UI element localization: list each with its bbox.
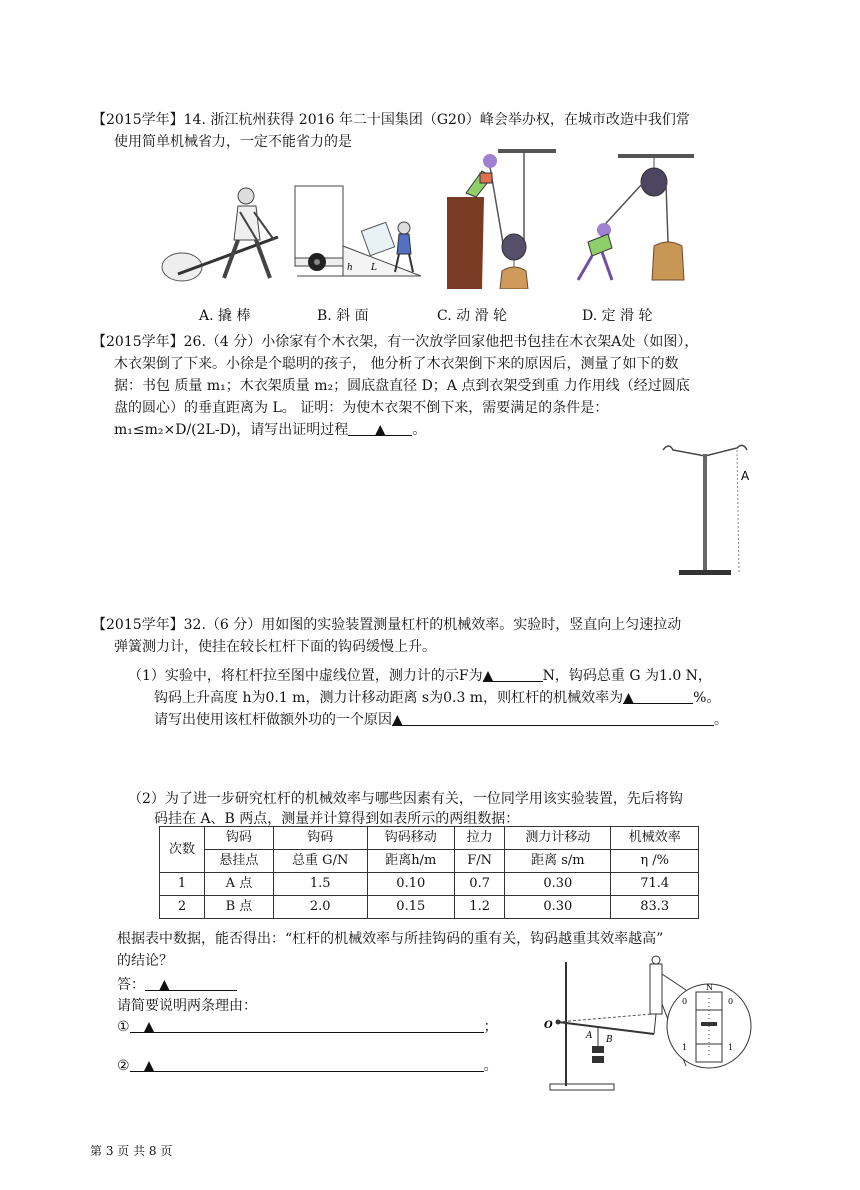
table-cell: 1.2 <box>455 896 505 919</box>
q32-reason-2: ② ▲ 。 <box>117 1055 498 1077</box>
q32-conclusion-line1: 根据表中数据，能否得出：“杠杆的机械效率与所挂钩码的重有关，钩码越重其效率越高” <box>117 931 664 947</box>
table-cell: 2.0 <box>273 896 367 919</box>
q32-efficiency-blank[interactable]: ▲ <box>623 687 693 704</box>
incline-h-label: h <box>347 263 353 273</box>
lever-point-a-label: A <box>586 1031 593 1041</box>
q14-option-c: C. 动 滑 轮 <box>437 308 508 324</box>
table-cell: 1 <box>160 873 205 896</box>
q32-line1: 【2015学年】32.（6 分）用如图的实验装置测量杠杆的机械效率。实验时，竖直向上匀速拉动 <box>92 617 682 633</box>
q32-answer-line: 答： ▲ <box>117 974 237 996</box>
fixed-pulley-figure <box>568 152 700 284</box>
q32-force-blank[interactable]: ▲ <box>483 665 543 682</box>
q32-p1-line1: （1）实验中，将杠杆拉至图中虚线位置，测力计的示F为▲ N，钩码总重 G 为1.0 N， <box>128 665 712 687</box>
page-footer: 第 3 页 共 8 页 <box>90 1144 173 1158</box>
q14-line1: 【2015学年】14. 浙江杭州获得 2016 年二十国集团（G20）峰会举办权，在城市改造中我们常 <box>92 112 690 128</box>
table-header-row <box>160 827 699 850</box>
table-header-cell: 悬挂点 <box>205 850 274 873</box>
table-cell: 1.5 <box>273 873 367 896</box>
coat-rack-a-label: A <box>741 469 750 483</box>
q32-reasons-prompt: 请简要说明两条理由： <box>117 998 257 1014</box>
incline-figure <box>293 184 423 282</box>
table-header-cell: 测力计移动 <box>505 827 611 850</box>
crowbar-figure <box>158 182 286 288</box>
q32-extra-work-blank[interactable]: ▲ <box>392 709 714 726</box>
table-row <box>160 873 699 896</box>
table-cell: A 点 <box>205 873 274 896</box>
scale-unit-label: N <box>706 983 713 992</box>
q26-condition-text: m₁≤m₂×D/(2L-D)，请写出证明过程 <box>114 422 349 438</box>
q32-conclusion-line2: 的结论？ <box>117 953 173 969</box>
q32-reason-1-blank[interactable]: ▲ <box>130 1016 484 1033</box>
table-cell: B 点 <box>205 896 274 919</box>
q26-line1: 【2015学年】26.（4 分）小徐家有个木衣架，有一次放学回家他把书包挂在木衣架A处（如图）， <box>92 334 699 350</box>
table-header-cell: 距离 s/m <box>505 850 611 873</box>
incline-L-label: L <box>371 263 377 273</box>
data-table <box>159 826 699 919</box>
scale-zero-right-label: 0 <box>728 997 734 1006</box>
q32-p1-line2: 钩码上升高度 h为0.1 m，测力计移动距离 s为0.3 m，则杠杆的机械效率为▲ %。 <box>154 687 720 709</box>
scale-one-right-label: 1 <box>728 1043 734 1052</box>
table-header-cell: 距离h/m <box>367 850 455 873</box>
q26-answer-blank[interactable]: ▲ <box>348 419 412 436</box>
movable-pulley-figure <box>444 147 558 289</box>
q32-p2-line1: （2）为了进一步研究杠杆的机械效率与哪些因素有关，一位同学用该实验装置，先后将钩 <box>128 791 683 807</box>
table-header-cell: 拉力 <box>455 827 505 850</box>
q26-line3: 据：书包 质量 m₁；木衣架质量 m₂；圆底盘直径 D；A 点到衣架受到重 力作用线（经过圆底 <box>114 378 690 394</box>
q32-line2: 弹簧测力计，使挂在较长杠杆下面的钩码缓慢上升。 <box>114 639 436 655</box>
q26-line2: 木衣架倒了下来。小徐是个聪明的孩子， 他分析了木衣架倒下来的原因后，测量了如下的数 <box>114 356 679 372</box>
scale-zero-left-label: 0 <box>682 997 688 1006</box>
coat-rack-figure <box>655 440 755 580</box>
table-header-cell: 总重 G/N <box>273 850 367 873</box>
table-header-cell: η /% <box>611 850 699 873</box>
table-row <box>160 896 699 919</box>
q32-reason-1: ① ▲ ； <box>117 1016 498 1038</box>
q14-option-b: B. 斜 面 <box>317 308 369 324</box>
q14-option-a: A. 撬 棒 <box>199 308 251 324</box>
q32-reason-2-blank[interactable]: ▲ <box>130 1055 484 1072</box>
lever-pivot-o-label: O <box>544 1020 553 1031</box>
q26-line5: m₁≤m₂×D/(2L-D)，请写出证明过程 ▲ 。 <box>114 419 426 441</box>
table-header-cell: 钩码 <box>273 827 367 850</box>
q14-option-d: D. 定 滑 轮 <box>582 308 653 324</box>
lever-point-b-label: B <box>606 1035 613 1045</box>
table-cell: 0.7 <box>455 873 505 896</box>
q14-line2: 使用简单机械省力，一定不能省力的是 <box>114 134 352 150</box>
table-header-cell: 钩码移动 <box>367 827 455 850</box>
q32-p1-line3: 请写出使用该杠杆做额外功的一个原因▲ 。 <box>154 709 728 731</box>
table-header-cell: F/N <box>455 850 505 873</box>
table-header-cell: 次数 <box>160 827 205 873</box>
lever-apparatus-figure <box>536 954 752 1094</box>
q26-line4: 盘的圆心）的垂直距离为 L。 证明：为使木衣架不倒下来，需要满足的条件是： <box>114 400 609 416</box>
q32-p2-line2: 码挂在 A、B 两点，测量并计算得到如表所示的两组数据： <box>154 811 520 827</box>
table-header-row <box>160 850 699 873</box>
table-cell: 71.4 <box>611 873 699 896</box>
table-cell: 0.30 <box>505 896 611 919</box>
table-cell: 0.10 <box>367 873 455 896</box>
scale-one-left-label: 1 <box>682 1043 688 1052</box>
table-cell: 83.3 <box>611 896 699 919</box>
table-header-cell: 机械效率 <box>611 827 699 850</box>
table-cell: 0.30 <box>505 873 611 896</box>
table-cell: 0.15 <box>367 896 455 919</box>
table-header-cell: 钩码 <box>205 827 274 850</box>
q32-answer-blank[interactable]: ▲ <box>145 974 237 991</box>
table-cell: 2 <box>160 896 205 919</box>
